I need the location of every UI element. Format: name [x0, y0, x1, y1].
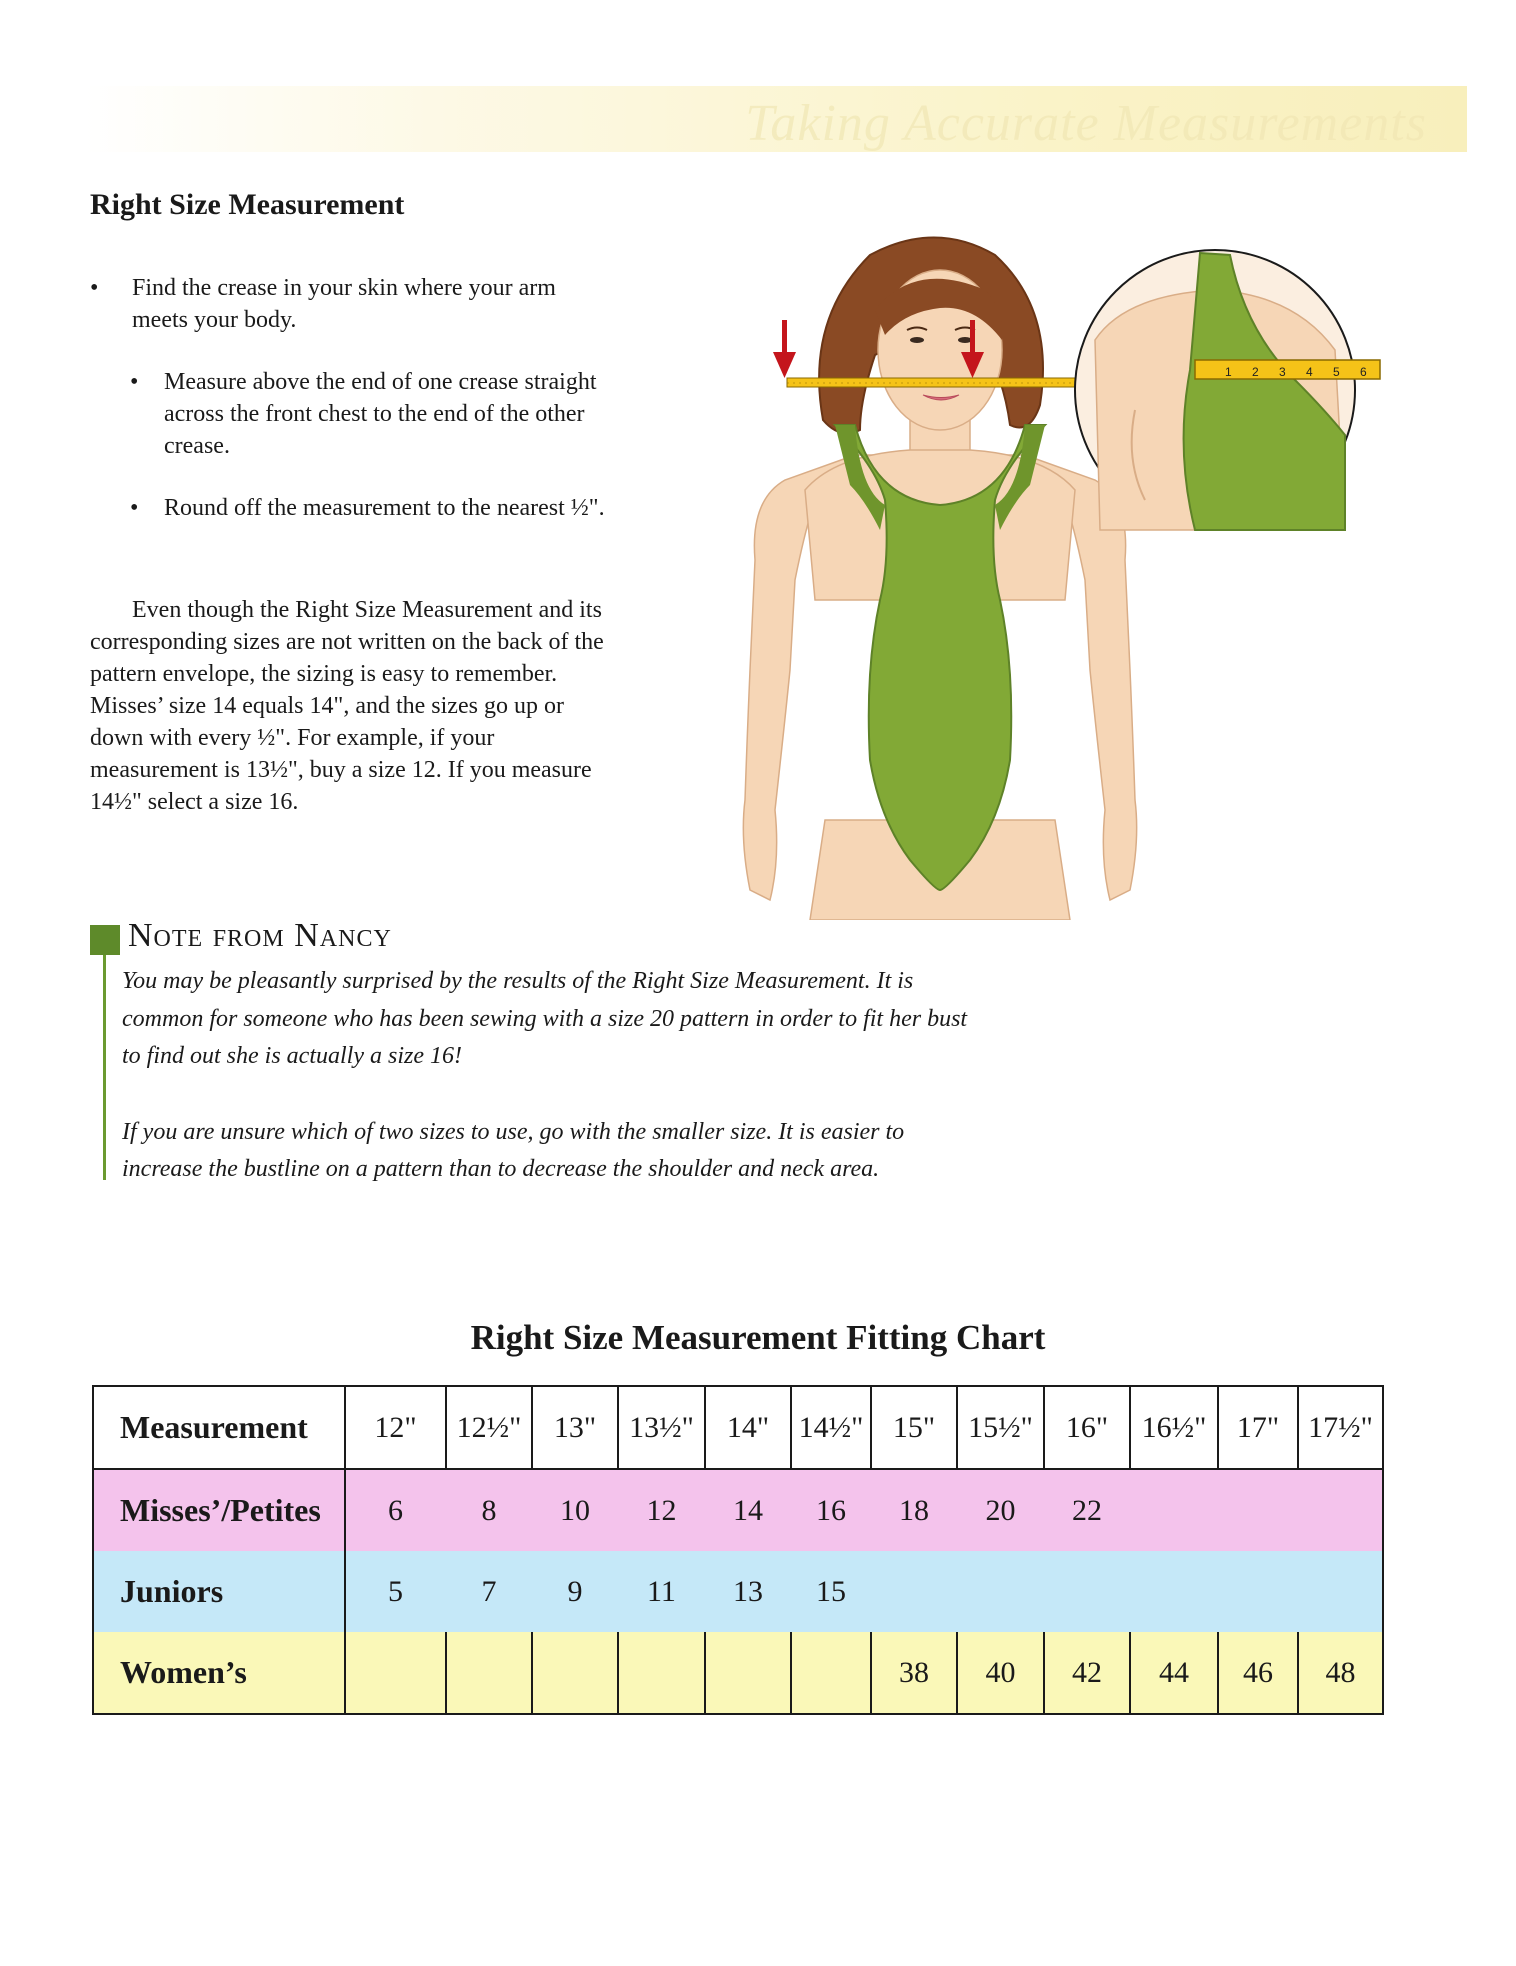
size-cell: 10: [532, 1469, 618, 1551]
table-row: [93, 1632, 1383, 1714]
size-cell: [345, 1632, 446, 1714]
size-cell: [618, 1632, 705, 1714]
bullet-text: Measure above the end of one crease straight across the front chest to the end of the other crease.: [164, 369, 597, 459]
size-cell: 14: [705, 1469, 791, 1551]
size-cell: 44: [1130, 1632, 1218, 1714]
measurement-cell: 16½": [1130, 1386, 1218, 1469]
measurement-cell: 13½": [618, 1386, 705, 1469]
bullet-dot: •: [90, 275, 99, 301]
note-rule: [103, 955, 106, 1180]
arrow-left-icon: [773, 320, 796, 378]
size-cell: [532, 1632, 618, 1714]
size-cell: 46: [1218, 1632, 1298, 1714]
table-row: [93, 1551, 1383, 1632]
size-cell: [1218, 1469, 1298, 1551]
measurement-cell: 12": [345, 1386, 446, 1469]
size-cell: 8: [446, 1469, 532, 1551]
measurement-cell: 14½": [791, 1386, 871, 1469]
measurement-illustration: [655, 200, 1395, 920]
svg-text:1: 1: [1225, 365, 1232, 379]
size-cell: 40: [957, 1632, 1044, 1714]
size-cell: 7: [446, 1551, 532, 1632]
size-cell: 15: [791, 1551, 871, 1632]
note-title: Note from Nancy: [128, 917, 392, 954]
size-cell: [1130, 1551, 1218, 1632]
size-cell: [1218, 1551, 1298, 1632]
fitting-chart-table: [92, 1385, 1384, 1715]
size-cell: 11: [618, 1551, 705, 1632]
row-header: Women’s: [93, 1632, 345, 1714]
measurement-cell: 15½": [957, 1386, 1044, 1469]
sizing-paragraph: Even though the Right Size Measurement and its corresponding sizes are not written on the back of the pattern envelope, the sizing is easy to remember. Misses’ size 14 equals 14", and the sizes go up or down with every ½". For example, if your measurement is 13½", buy a size 12. If you measure 14½" select a size 16.: [90, 597, 604, 815]
size-cell: 13: [705, 1551, 791, 1632]
size-cell: [791, 1632, 871, 1714]
svg-text:4: 4: [1306, 365, 1313, 379]
header-ghost-title: Taking Accurate Measurements: [745, 95, 1427, 152]
size-cell: 48: [1298, 1632, 1383, 1714]
bullet-text: Find the crease in your skin where your arm meets your body.: [132, 275, 556, 333]
size-cell: 42: [1044, 1632, 1130, 1714]
size-cell: 6: [345, 1469, 446, 1551]
shoulder-detail-icon: [1075, 250, 1380, 530]
size-cell: [1130, 1469, 1218, 1551]
size-cell: [957, 1551, 1044, 1632]
size-cell: [446, 1632, 532, 1714]
size-cell: 22: [1044, 1469, 1130, 1551]
size-cell: 20: [957, 1469, 1044, 1551]
note-body: [122, 963, 982, 1227]
bullet-item: [90, 272, 610, 336]
bullet-dot: •: [130, 369, 139, 395]
chart-title: Right Size Measurement Fitting Chart: [470, 1318, 1046, 1357]
bullet-item: [90, 366, 610, 462]
size-cell: [871, 1551, 957, 1632]
size-cell: 5: [345, 1551, 446, 1632]
note-paragraph: You may be pleasantly surprised by the results of the Right Size Measurement. It is common for someone who has been sewing with a size 20 pattern in order to fit her bust to find out she is actually a size 16!: [122, 968, 968, 1069]
size-cell: 12: [618, 1469, 705, 1551]
svg-text:2: 2: [1252, 365, 1259, 379]
size-cell: [1298, 1551, 1383, 1632]
measurement-cell: 16": [1044, 1386, 1130, 1469]
row-header: Measurement: [93, 1386, 345, 1469]
section-title: Right Size Measurement: [90, 188, 405, 221]
measurement-cell: 12½": [446, 1386, 532, 1469]
measurement-cell: 17½": [1298, 1386, 1383, 1469]
bullet-item: [90, 492, 610, 524]
row-header: Misses’/Petites: [93, 1469, 345, 1551]
measurement-cell: 15": [871, 1386, 957, 1469]
svg-text:6: 6: [1360, 365, 1367, 379]
tape-measure-icon: [787, 378, 1077, 387]
size-cell: 9: [532, 1551, 618, 1632]
svg-text:3: 3: [1279, 365, 1286, 379]
measurement-cell: 13": [532, 1386, 618, 1469]
table-row: [93, 1386, 1383, 1469]
size-cell: [1298, 1469, 1383, 1551]
size-cell: 18: [871, 1469, 957, 1551]
svg-text:5: 5: [1333, 365, 1340, 379]
bullet-text: Round off the measurement to the nearest ½".: [164, 495, 605, 521]
bullet-dot: •: [130, 495, 139, 521]
instructions: [90, 272, 610, 554]
measurement-cell: 17": [1218, 1386, 1298, 1469]
note-marker-icon: [90, 925, 120, 955]
header-band: [85, 86, 1467, 152]
row-header: Juniors: [93, 1551, 345, 1632]
woman-figure: [743, 238, 1136, 921]
size-cell: 38: [871, 1632, 957, 1714]
size-cell: [705, 1632, 791, 1714]
measurement-cell: 14": [705, 1386, 791, 1469]
table-row: [93, 1469, 1383, 1551]
note-paragraph: If you are unsure which of two sizes to use, go with the smaller size. It is easier to increase the bustline on a pattern than to decrease the shoulder and neck area.: [122, 1118, 905, 1182]
size-cell: [1044, 1551, 1130, 1632]
size-cell: 16: [791, 1469, 871, 1551]
